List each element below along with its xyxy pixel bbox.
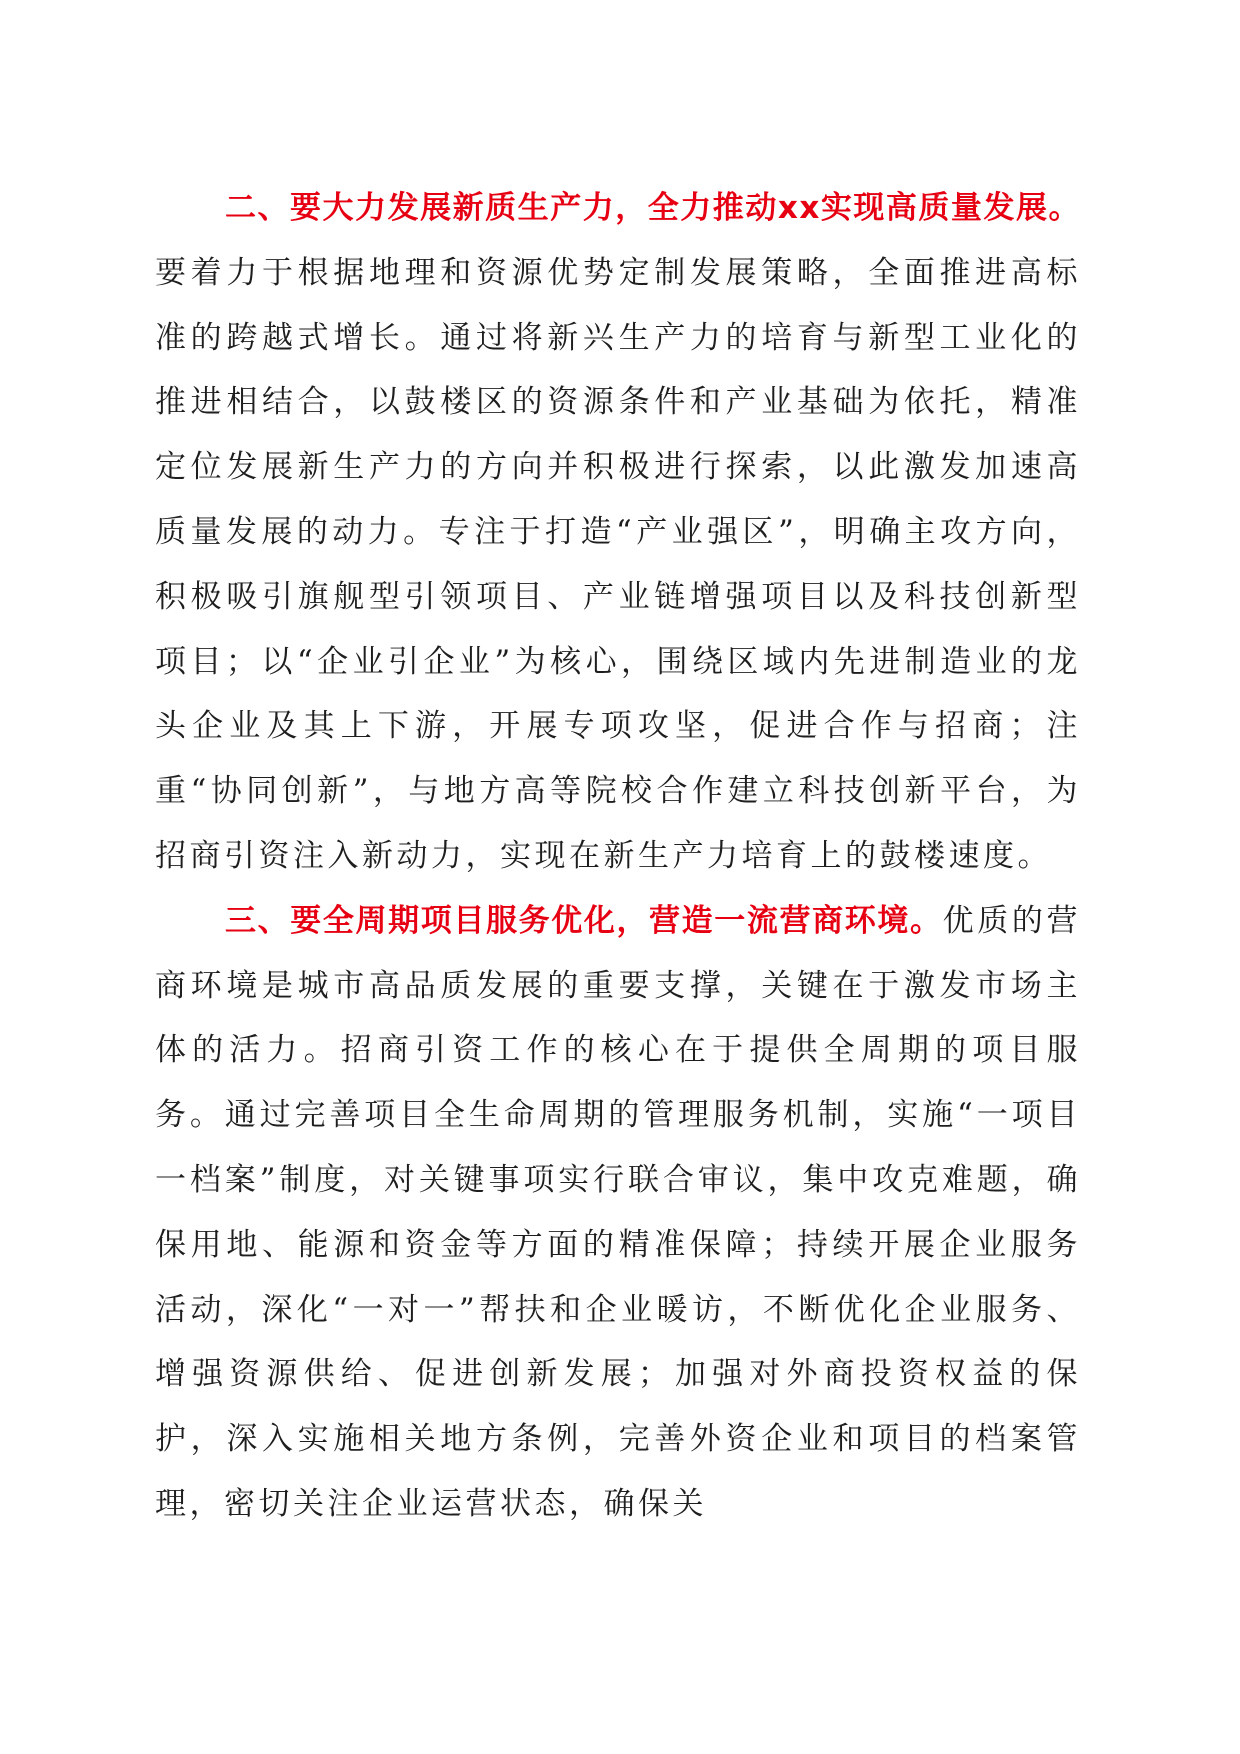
section-three-paragraph	[155, 889, 1081, 1537]
section-two-heading: 二、要大力发展新质生产力，全力推动xx实现高质量发展。	[225, 190, 1081, 226]
document-page	[155, 176, 1081, 1537]
section-three-heading: 三、要全周期项目服务优化，营造一流营商环境。	[225, 902, 943, 939]
section-three-body: 优质的营商环境是城市高品质发展的重要支撑，关键在于激发市场主体的活力。招商引资工作的核心在于提供全周期的项目服务。通过完善项目全生命周期的管理服务机制，实施“一项目一档案”制度，对关键事项实行联合审议，集中攻克难题，确保用地、能源和资金等方面的精准保障；持续开展企业服务活动，深化“一对一”帮扶和企业暖访，不断优化企业服务、增强资源供给、促进创新发展；加强对外商投资权益的保护，深入实施相关地方条例，完善外资企业和项目的档案管理，密切关注企业运营状态，确保关	[155, 902, 1082, 1522]
section-two-body: 要着力于根据地理和资源优势定制发展策略，全面推进高标准的跨越式增长。通过将新兴生产力的培育与新型工业化的推进相结合，以鼓楼区的资源条件和产业基础为依托，精准定位发展新生产力的方向并积极进行探索，以此激发加速高质量发展的动力。专注于打造“产业强区”，明确主攻方向，积极吸引旗舰型引领项目、产业链增强项目以及科技创新型项目；以“企业引企业”为核心，围绕区域内先进制造业的龙头企业及其上下游，开展专项攻坚，促进合作与招商；注重“协同创新”，与地方高等院校合作建立科技创新平台，为招商引资注入新动力，实现在新生产力培育上的鼓楼速度。	[155, 254, 1081, 874]
section-two-paragraph	[155, 176, 1081, 889]
